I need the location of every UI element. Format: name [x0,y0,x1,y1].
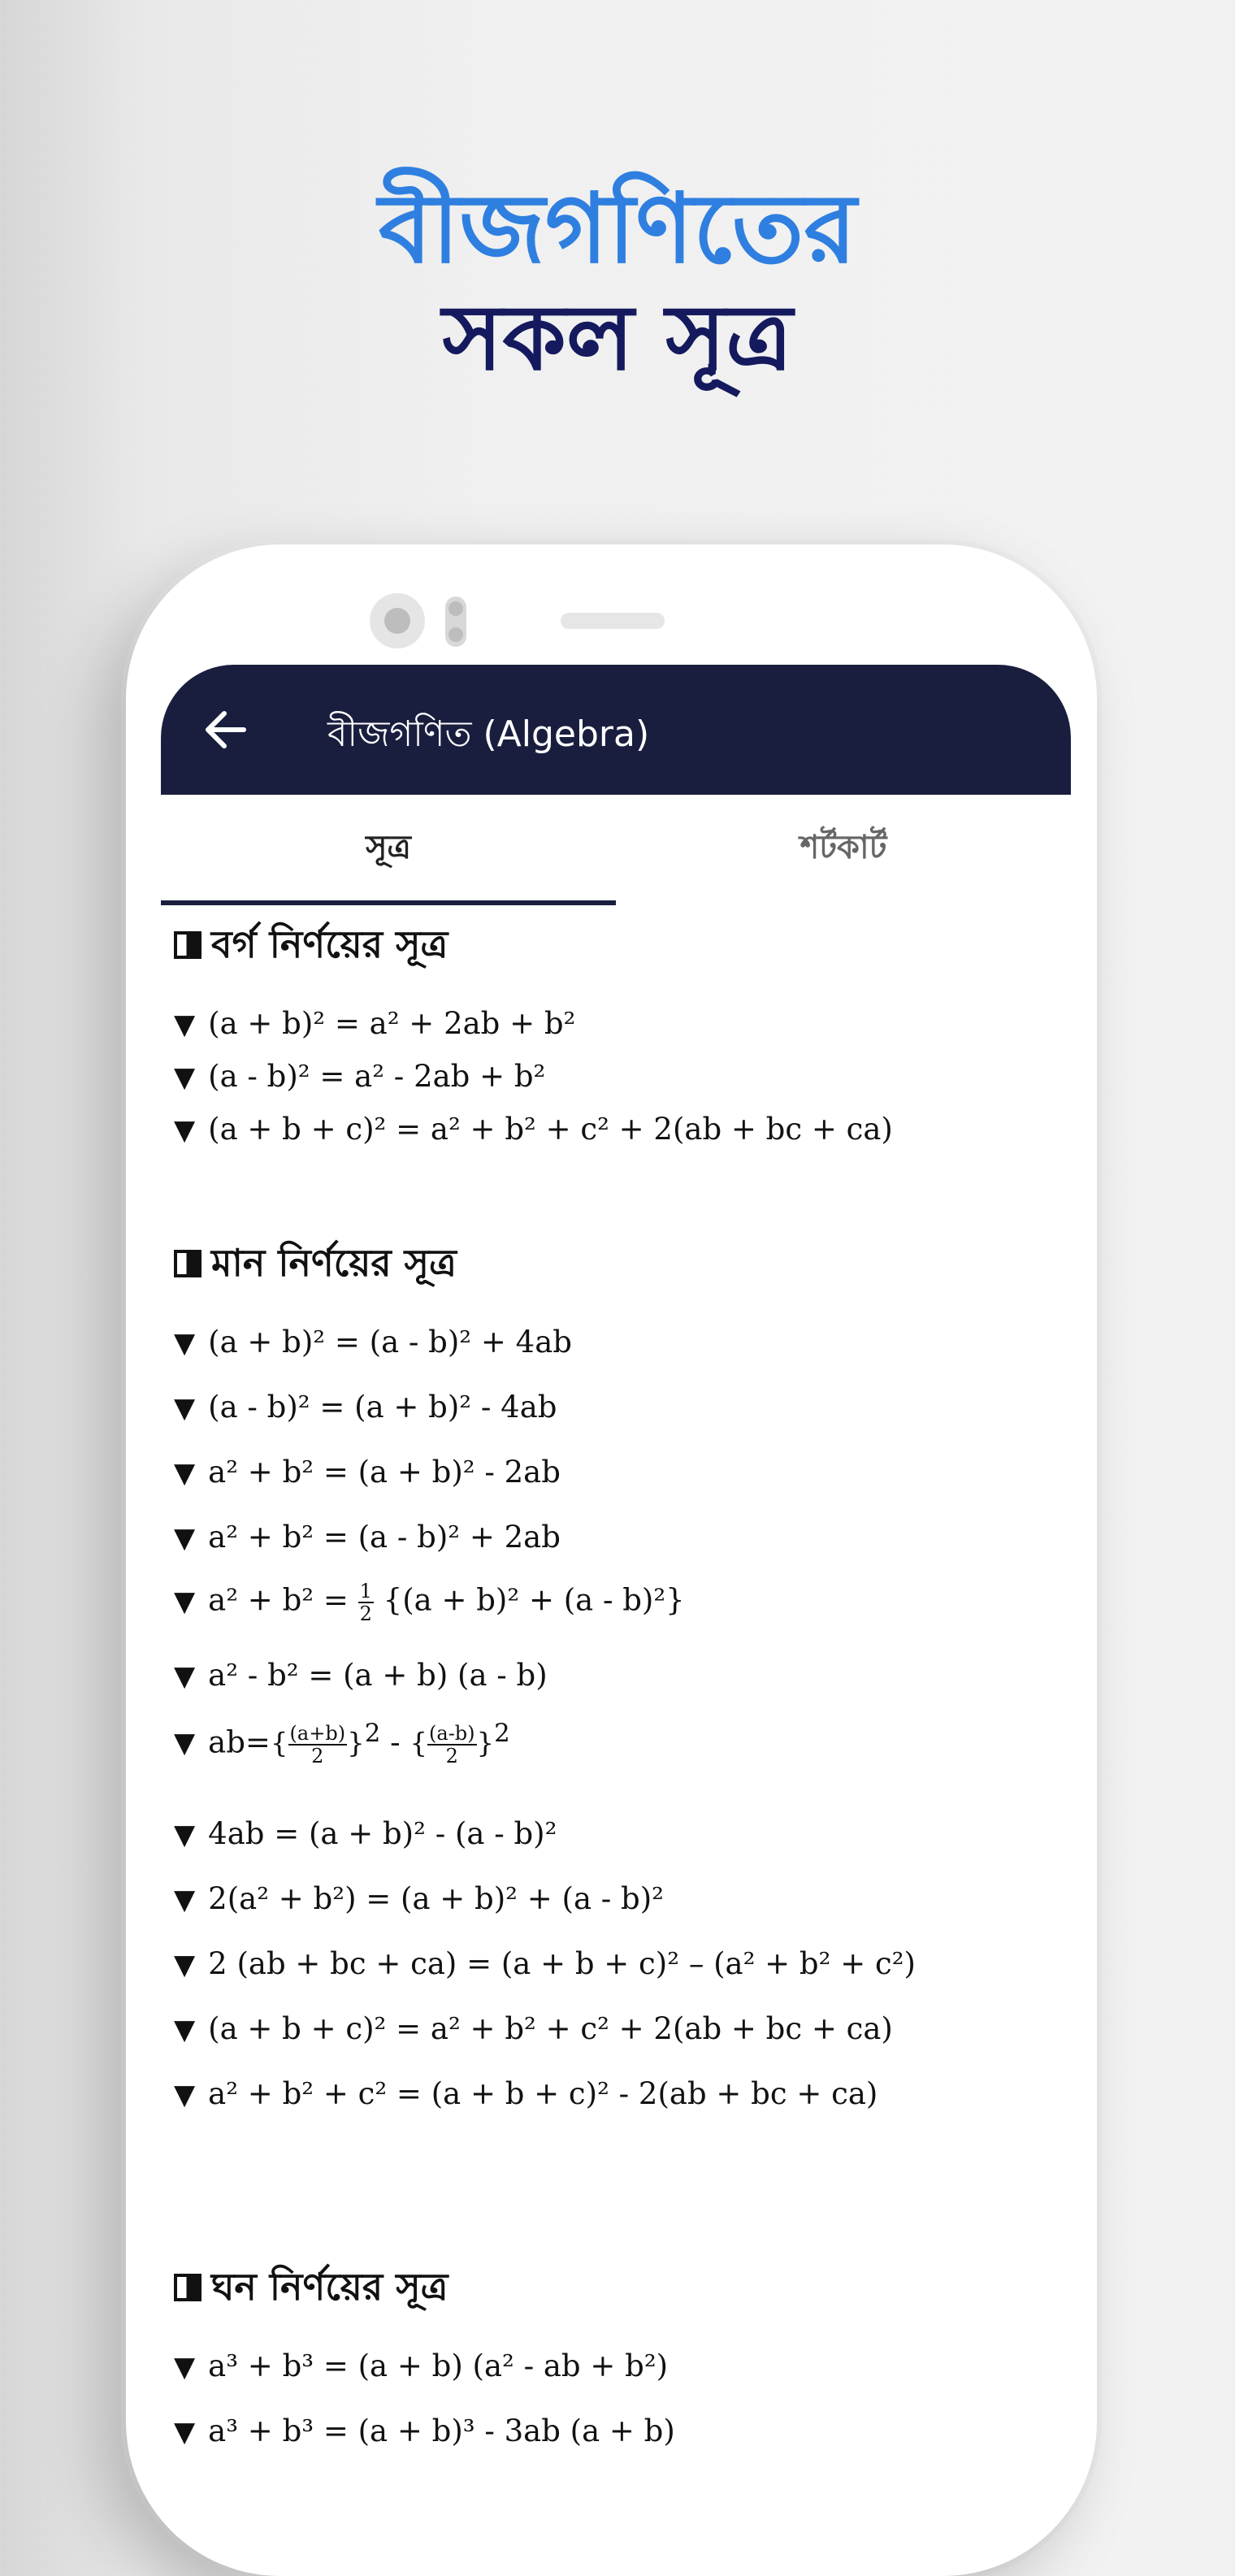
section-value [174,1235,1060,2111]
formula-row: ▼ 4ab = (a + b)² - (a - b)² [174,1816,557,1851]
triangle-down-icon: ▼ [174,2416,196,2448]
triangle-down-icon: ▼ [174,2014,196,2046]
triangle-down-icon: ▼ [174,1114,196,1147]
app-screen [161,665,1071,2470]
formula-row: ▼ a² + b² = $\frac{1}{2}$ {(a + b)² + (a - b)²} [174,1580,685,1625]
formula-row: ▼ ab={ $\frac{(a+b)}{2}$ }$^2$ - { $\frac{(a-b)}{2}$ }$^2$ [174,1719,510,1767]
speaker-grille [561,613,665,629]
formula-row: ▼ a³ + b³ = (a + b)³ - 3ab (a + b) [174,2413,675,2448]
formula-row: ▼ 2(a² + b²) = (a + b)² + (a - b)² [174,1881,664,1916]
triangle-down-icon: ▼ [174,1819,196,1851]
fraction-half: $\frac{1}{2}$ [359,1580,372,1625]
tab-formulas[interactable]: সূত্র [366,829,411,866]
section-marker-icon [174,2274,202,2301]
formula-row: ▼ (a + b + c)² = a² + b² + c² + 2(ab + bc + ca) [174,2011,893,2046]
tab-indicator [161,900,616,905]
section-title-square: বর্গ নির্ণয়ের সূত্র [174,917,1060,978]
triangle-down-icon: ▼ [174,1660,196,1693]
section-title-value: মান নির্ণয়ের সূত্র [174,1235,1060,1297]
triangle-down-icon: ▼ [174,1884,196,1916]
formula-row: ▼ a³ + b³ = (a + b) (a² - ab + b²) [174,2348,669,2383]
promo-title-line1: বীজগণিতের [378,172,857,284]
app-bar-title: বীজগণিত (Algebra) [327,713,650,755]
formula-row: ▼ a² + b² + c² = (a + b + c)² - 2(ab + bc + ca) [174,2076,878,2111]
triangle-down-icon: ▼ [174,1727,196,1760]
formula-row: ▼ (a + b + c)² = a² + b² + c² + 2(ab + bc + ca) [174,1112,893,1147]
formula-row: ▼ (a - b)² = (a + b)² - 4ab [174,1390,557,1425]
formula-row: ▼ a² + b² = (a + b)² - 2ab [174,1455,561,1490]
section-title-cube: ঘন নির্ণয়ের সূত্র [174,2259,1060,2321]
fraction-a-minus-b: $\frac{(a-b)}{2}$ [429,1721,475,1767]
promo-title-line2: সকল সূত্র [442,285,793,391]
section-marker-icon [174,1250,202,1277]
tab-shortcuts[interactable]: শর্টকার্ট [800,829,887,866]
triangle-down-icon: ▼ [174,1327,196,1360]
tab-bar [161,795,1071,909]
formula-row: ▼ (a + b)² = a² + 2ab + b² [174,1006,576,1041]
section-marker-icon [174,931,202,959]
fraction-a-plus-b: $\frac{(a+b)}{2}$ [289,1721,346,1767]
triangle-down-icon: ▼ [174,2351,196,2383]
triangle-down-icon: ▼ [174,1392,196,1425]
formula-row: ▼ a² + b² = (a - b)² + 2ab [174,1520,561,1555]
formula-row: ▼ (a + b)² = (a - b)² + 4ab [174,1325,572,1360]
sensor-icon [445,596,466,647]
section-square [174,917,1060,1147]
triangle-down-icon: ▼ [174,1522,196,1555]
triangle-down-icon: ▼ [174,1061,196,1094]
camera-lens [384,608,410,634]
triangle-down-icon: ▼ [174,1949,196,1981]
triangle-down-icon: ▼ [174,1585,196,1618]
section-cube [174,2259,1060,2448]
formula-row: ▼ a² - b² = (a + b) (a - b) [174,1658,548,1693]
formula-row: ▼ (a - b)² = a² - 2ab + b² [174,1059,546,1094]
arrow-left-icon[interactable] [197,700,255,759]
triangle-down-icon: ▼ [174,2079,196,2111]
triangle-down-icon: ▼ [174,1008,196,1041]
triangle-down-icon: ▼ [174,1457,196,1490]
formula-row: ▼ 2 (ab + bc + ca) = (a + b + c)² – (a² + b² + c²) [174,1946,916,1981]
app-bar [161,665,1071,795]
